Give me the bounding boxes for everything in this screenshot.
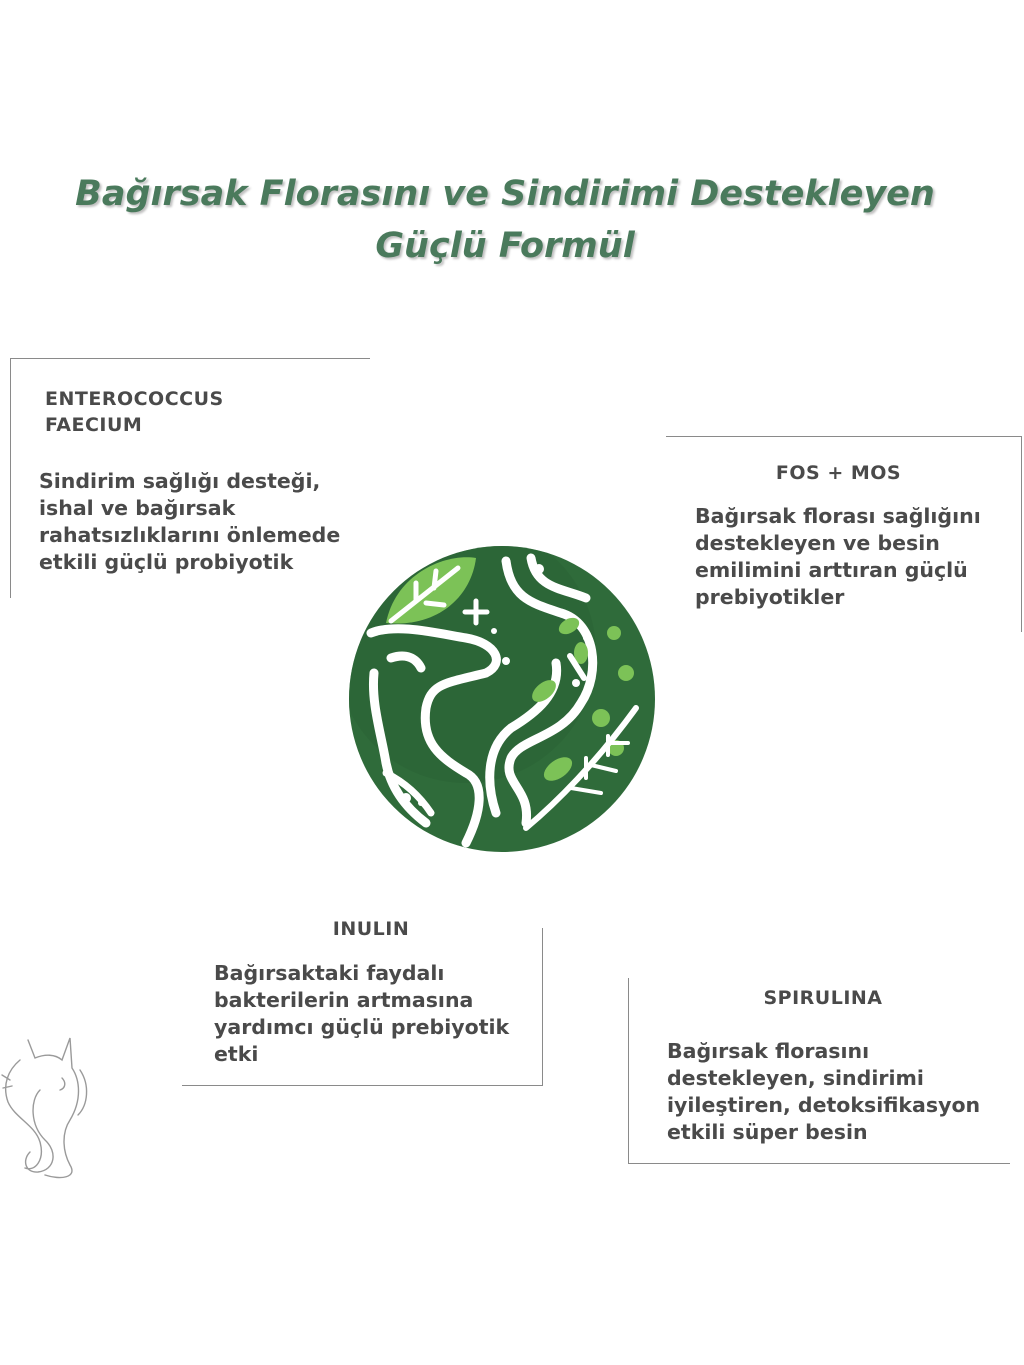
fos-mos-desc-line: prebiyotikler [695,585,845,609]
title-line-1: Bağırsak Florasını ve Sindirimi Destekleyen [75,174,935,214]
fos-mos-title: FOS + MOS [775,462,902,484]
enterococcus-desc-line: etkili güçlü probiyotik [39,550,294,574]
spirulina-desc-line: Bağırsak florasını [667,1039,870,1063]
inulin-desc-line: etki [214,1042,259,1066]
enterococcus-desc-line: Sindirim sağlığı desteği, [39,469,321,493]
spirulina-bottom-border [628,1163,1010,1164]
fos-mos-description [695,503,981,611]
enterococcus-desc-line: rahatsızlıklarını önlemede [39,523,341,547]
inulin-description [214,960,509,1068]
inulin-title: INULIN [332,918,410,940]
inulin-desc-line: yardımcı güçlü prebiyotik [214,1015,510,1039]
inulin-desc-line: Bağırsaktaki faydalı [214,961,445,985]
spirulina-description [667,1038,980,1146]
enterococcus-desc-line: ishal ve bağırsak [39,496,236,520]
cat-line-logo-icon [0,1030,95,1180]
inulin-bottom-border [182,1085,543,1086]
inulin-right-border [542,928,543,1086]
spirulina-desc-line: iyileştiren, detoksifikasyon [667,1093,981,1117]
fos-mos-desc-line: Bağırsak florası sağlığını [695,504,981,528]
fos-mos-desc-line: destekleyen ve besin [695,531,940,555]
enterococcus-title [45,386,224,438]
spirulina-desc-line: etkili süper besin [667,1120,868,1144]
fos-mos-right-border [1021,436,1022,632]
enterococcus-top-border [10,358,370,359]
inulin-desc-line: bakterilerin artmasına [214,988,474,1012]
gut-flora-illustration-icon [346,543,658,855]
enterococcus-title-line-1: ENTEROCOCCUS [45,388,224,410]
fos-mos-top-border [666,436,1022,437]
enterococcus-title-line-2: FAECIUM [45,414,143,436]
enterococcus-left-border [10,358,11,598]
title-line-2: Güçlü Formül [375,226,635,266]
spirulina-desc-line: destekleyen, sindirimi [667,1066,924,1090]
fos-mos-desc-line: emilimini arttıran güçlü [695,558,968,582]
spirulina-title: SPIRULINA [763,987,883,1009]
page-title [0,168,1010,272]
enterococcus-description [39,468,340,576]
